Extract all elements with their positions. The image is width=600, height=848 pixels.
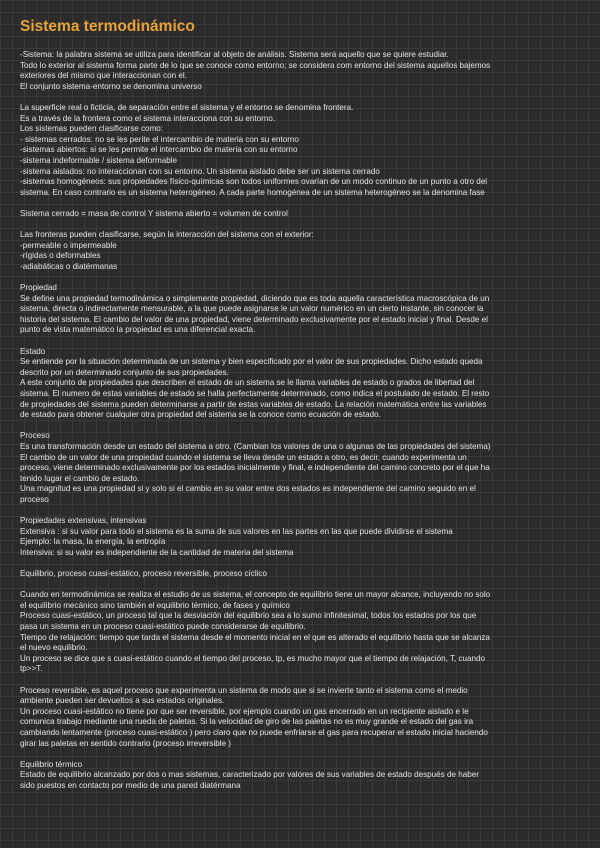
text-line: Es a través de la frontera como el sistema interacciona con su entorno. xyxy=(20,113,276,123)
text-line: -sistemas homogéneos: sus propiedades físico-químicas son todos uniformes ovarían de un modo continuo de un punto a otro del xyxy=(20,177,488,187)
text-line: -sistema aislados: no interaccionan con su entorno. Un sistema aislado debe ser un sistema cerrado xyxy=(20,166,380,176)
text-line: Todo lo exterior al sistema forma parte de lo que se conoce como entorno; se considera com entorno del sistema aquellos bajemos xyxy=(20,60,491,70)
text-line: Propiedades extensivas, intensivas xyxy=(20,516,147,526)
text-line: El cambio de un valor de una propiedad cuando el sistema se lleva desde un estado a otro, es decir, cuando experimenta un xyxy=(20,452,467,462)
text-line: - sistemas cerrados: no se les perite el intercambio de materia con su entorno xyxy=(20,134,299,144)
text-line: el equilibrio mecánico sino también el equilibrio térmico, de fases y químico xyxy=(20,600,290,610)
paragraph xyxy=(20,590,582,675)
text-line: de propiedades del sistema pueden determinarse a partir de estas variables de estado. La relación matemática entre las variables xyxy=(20,399,487,409)
text-line: A este conjunto de propiedades que describen el estado de un sistema se le llama variables de estado o grados de libertad del xyxy=(20,378,475,388)
paragraph xyxy=(20,50,582,92)
paragraph xyxy=(20,569,582,580)
text-line: sistema. En caso contrario es un sistema heterogéneo. A cada parte homogénea de un sistema heterogéneo se la denomina fase xyxy=(20,187,485,197)
text-line: Equilibrio térmico xyxy=(20,759,83,769)
text-line: proceso, viene determinado exclusivamente por los estados inicialmente y final, e independiente del camino concreto por el que ha xyxy=(20,463,490,473)
text-line: exteriores del mismo que interaccionan con el. xyxy=(20,71,187,81)
paragraph xyxy=(20,760,582,792)
text-line: -rígidas o deformables xyxy=(20,251,101,261)
text-line: Se entiende por la situación determinada de un sistema y bien especificado por el valor de sus propiedades. Dicho estado queda xyxy=(20,357,483,367)
paragraph xyxy=(20,103,582,198)
paragraph xyxy=(20,431,582,505)
text-line: de estado para obtener cualquier otra propiedad del sistema se la conoce como ecuación de estado. xyxy=(20,410,381,420)
document-body xyxy=(20,50,582,792)
text-line: sistema. El numero de estas variables de estado se halla perfectamente determinado, como indica el postulado de estado. El resto xyxy=(20,389,490,398)
page-title: Sistema termodinámico xyxy=(20,18,195,35)
text-line: Los sistemas pueden clasificarse como: xyxy=(20,124,164,134)
text-line: -Sistema: la palabra sistema se utiliza para identificar al objeto de análisis. Sistema será aquello que se quiere estudiar. xyxy=(20,50,449,59)
text-line: Es una transformación desde un estado del sistema a otro. (Cambian los valores de una o algunas de las propiedades del sistema) xyxy=(20,441,491,451)
text-line: Cuando en termodinámica se realiza el estudio de us sistema, el concepto de equilibrio tiene un mayor alcance, incluyendo no solo xyxy=(20,590,491,600)
text-line: Las fronteras pueden clasificarse, según la interacción del sistema con el exterior: xyxy=(20,230,314,240)
paragraph xyxy=(20,209,582,220)
text-line: Extensiva : si su valor para todo el sistema es la suma de sus valores en las partes en las que puede dividirse el sistema xyxy=(20,526,453,536)
text-line: proceso xyxy=(20,494,49,504)
text-line: tp>>T. xyxy=(20,664,43,674)
text-line: Estado de equilibrio alcanzado por dos o mas sistemas, caracterizado por valores de sus variables de estado después de haber xyxy=(20,770,479,780)
text-line: -sistemas abiertos: si se les permite el intercambio de materia con su entorno xyxy=(20,145,298,155)
text-line: comunica trabajo mediante una rueda de paletas. Si la velocidad de giro de las paletas no es muy grande el estado del gas ira xyxy=(20,717,474,727)
text-line: historia del sistema. El cambio del valor de una propiedad, viene determinado exclusivamente por el estado inicial y final. Desde el xyxy=(20,314,488,324)
text-line: el nuevo equilibrio. xyxy=(20,643,88,653)
text-line: -sistema indeformable / sistema deformable xyxy=(20,155,177,165)
text-line: El conjunto sistema-entorno se denomina universo xyxy=(20,81,202,91)
text-line: Proceso reversible, es aquel proceso que experimenta un sistema de modo que si se invierte tanto el sistema como el medio xyxy=(20,685,468,695)
text-line: cambiando lentamente (proceso cuasi-estático ) pero claro que no puede enfriarse el gas para recuperar el estado inicial haciendo xyxy=(20,728,488,737)
text-line: Un proceso cuasi-estático no tiene por que ser reversible, por ejemplo cuando un gas encerrado en un recipiente aislado e le xyxy=(20,706,469,716)
paragraph xyxy=(20,686,582,750)
text-line: tenido lugar el cambio de estado. xyxy=(20,473,140,483)
text-line: La superficie real o ficticia, de separación entre el sistema y el entorno se denomina frontera. xyxy=(20,102,354,112)
text-line: -adiabáticas o diatérmanas xyxy=(20,261,118,271)
text-line: Proceso cuasi-estático, un proceso tal que la desviación del equilibrio sea a lo sumo infinitesimal, todos los estados por los que xyxy=(20,611,477,621)
document-page xyxy=(20,18,582,802)
paragraph xyxy=(20,516,582,558)
text-line: ambiente pueden ser devueltos a sus estados originales. xyxy=(20,696,225,706)
text-line: pasa un sistema en un proceso cuasi-estático puede considerarse de equilibrio. xyxy=(20,622,306,632)
text-line: Un proceso se dice que s cuasi-estático cuando el tiempo del proceso, tp, es mucho mayor que el tiempo de relajación, T, cuando xyxy=(20,653,486,663)
text-line: Sistema cerrado = masa de control Y sistema abierto = volumen de control xyxy=(20,208,288,218)
text-line: descrito por un determinado conjunto de sus propiedades. xyxy=(20,367,229,377)
text-line: Ejemplo: la masa, la energía, la entropía xyxy=(20,537,166,547)
paragraph xyxy=(20,283,582,336)
text-line: Tiempo de relajación: tiempo que tarda el sistema desde el momento inicial en el que es alterado el equilibrio hasta que se alcanza xyxy=(20,632,490,642)
text-line: -permeable o impermeable xyxy=(20,240,117,250)
text-line: Propiedad xyxy=(20,283,57,293)
text-line: sistema, directa o indirectamente mensurable, a la que puede asignarse le un valor numérico en un cierto instante, sin conocer la xyxy=(20,304,484,314)
text-line: Se define una propiedad termodinámica o simplemente propiedad, diciendo que es toda aquella característica macroscópica de un xyxy=(20,293,490,303)
text-line: girar las paletas en sentido contrario (proceso irreversible ) xyxy=(20,738,231,748)
paragraph xyxy=(20,347,582,421)
text-line: Intensiva: si su valor es independiente de la cantidad de materia del sistema xyxy=(20,547,294,557)
text-line: Una magnitud es una propiedad si y solo si el cambio en su valor entre dos estados es independiente del camino seguido en el xyxy=(20,484,476,494)
text-line: sido puestos en contacto por medio de una pared diatérmana xyxy=(20,780,241,790)
text-line: Estado xyxy=(20,346,46,356)
paragraph xyxy=(20,230,582,272)
text-line: Equilibrio, proceso cuasi-estático, proceso reversible, proceso cíclico xyxy=(20,569,267,579)
text-line: punto de vista matemático la propiedad es una diferencial exacta. xyxy=(20,325,256,335)
text-line: Proceso xyxy=(20,431,50,441)
